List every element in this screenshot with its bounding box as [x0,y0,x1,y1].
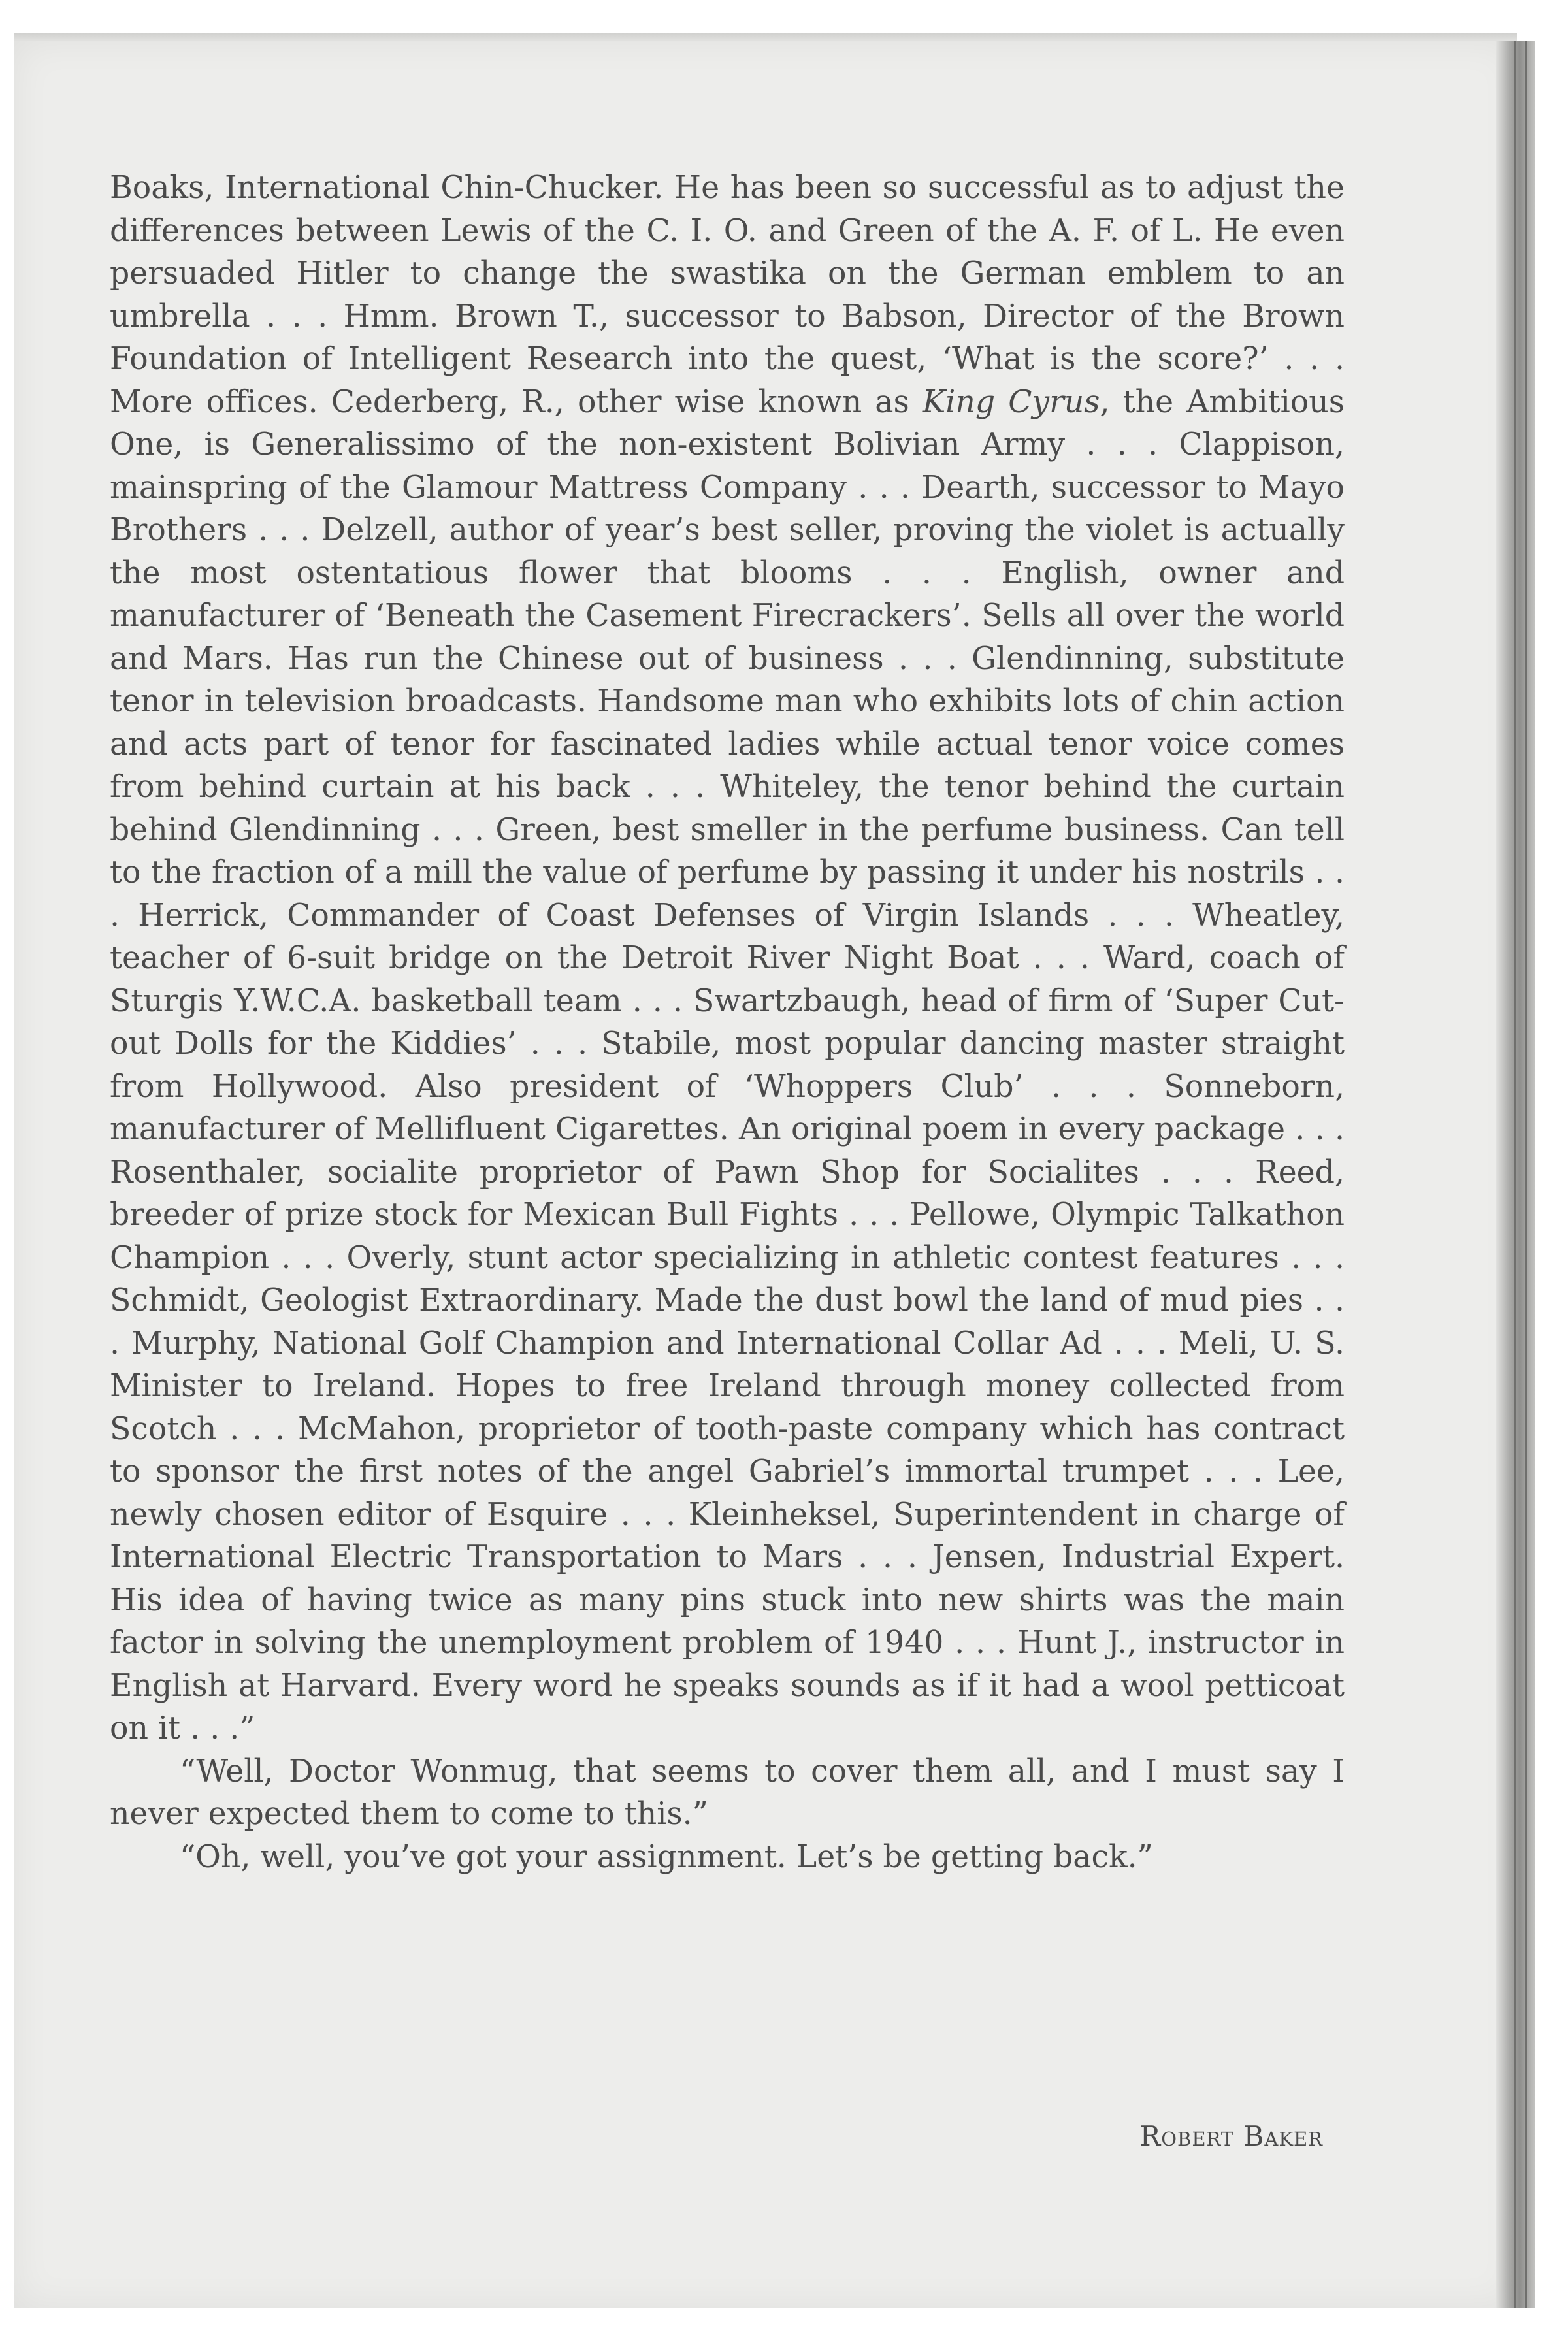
italic-name: King Cyrus [922,384,1100,420]
body-text [110,167,1345,1878]
paragraph-main: Boaks, International Chin-Chucker. He has been so successful as to adjust the differences between Lewis of the C. I. O. and Green of the A. F. of L. He even persuaded Hitler to change the swastika on the German emblem to an umbrella . . . Hmm. Brown T., successor to Babson, Director of the Brown Foundation of Intelligent Research into the quest, ‘What is the score?’ . . . More offices. Cederberg, R., other wise known as King Cyrus, the Ambitious One, is Generalissimo of the non-existent Bolivian Army . . . Clappison, mainspring of the Glamour Mattress Company . . . Dearth, successor to Mayo Brothers . . . Delzell, author of year’s best seller, proving the violet is actually the most ostentatious flower that blooms . . . English, owner and manufacturer of ‘Beneath the Casement Firecrackers’. Sells all over the world and Mars. Has run the Chinese out of business . . . Glendinning, substitute tenor in television broadcasts. Handsome man who exhibits lots of chin action and acts part of tenor for fascinated ladies while actual tenor voice comes from behind curtain at his back . . . Whiteley, the tenor behind the curtain behind Glendinning . . . Green, best smeller in the perfume business. Can tell to the fraction of a mill the value of perfume by passing it under his nostrils . . . Herrick, Commander of Coast Defenses of Virgin Islands . . . Wheatley, teacher of 6-suit bridge on the Detroit River Night Boat . . . Ward, coach of Sturgis Y.W.C.A. basketball team . . . Swartzbaugh, head of firm of ‘Super Cut-out Dolls for the Kiddies’ . . . Stabile, most popular dancing master straight from Hollywood. Also president of ‘Whoppers Club’ . . . Sonneborn, manufacturer of Mellifluent Cigarettes. An original poem in every package . . . Rosenthaler, socialite proprietor of Pawn Shop for Socialites . . . Reed, breeder of prize stock for Mexican Bull Fights . . . Pellowe, Olympic Talkathon Champion . . . Overly, stunt actor specializing in athletic contest features . . . Schmidt, Geologist Extraordinary. Made the dust bowl the land of mud pies . . . Murphy, National Golf Champion and International Collar Ad . . . Meli, U. S. Minister to Ireland. Hopes to free Ireland through money collected from Scotch . . . McMahon, proprietor of tooth-paste company which has contract to sponsor the first notes of the angel Gabriel’s immortal trumpet . . . Lee, newly chosen editor of Esquire . . . Kleinheksel, Superintendent in charge of International Electric Transportation to Mars . . . Jensen, Industrial Expert. His idea of having twice as many pins stuck into new shirts was the main factor in solving the unemployment problem of 1940 . . . Hunt J., instructor in English at Harvard. Every word he speaks sounds as if it had a wool petticoat on it . . .” [110,170,1345,1746]
paragraph-dialogue-1: “Well, Doctor Wonmug, that seems to cover them all, and I must say I never expected them to come to this.” [110,1753,1345,1832]
spine-line [1514,41,1516,2308]
paragraph-dialogue-2: “Oh, well, you’ve got your assignment. Let’s be getting back.” [180,1838,1153,1875]
author-signature: Robert Baker [1139,2120,1323,2152]
spine-line [1525,41,1527,2308]
